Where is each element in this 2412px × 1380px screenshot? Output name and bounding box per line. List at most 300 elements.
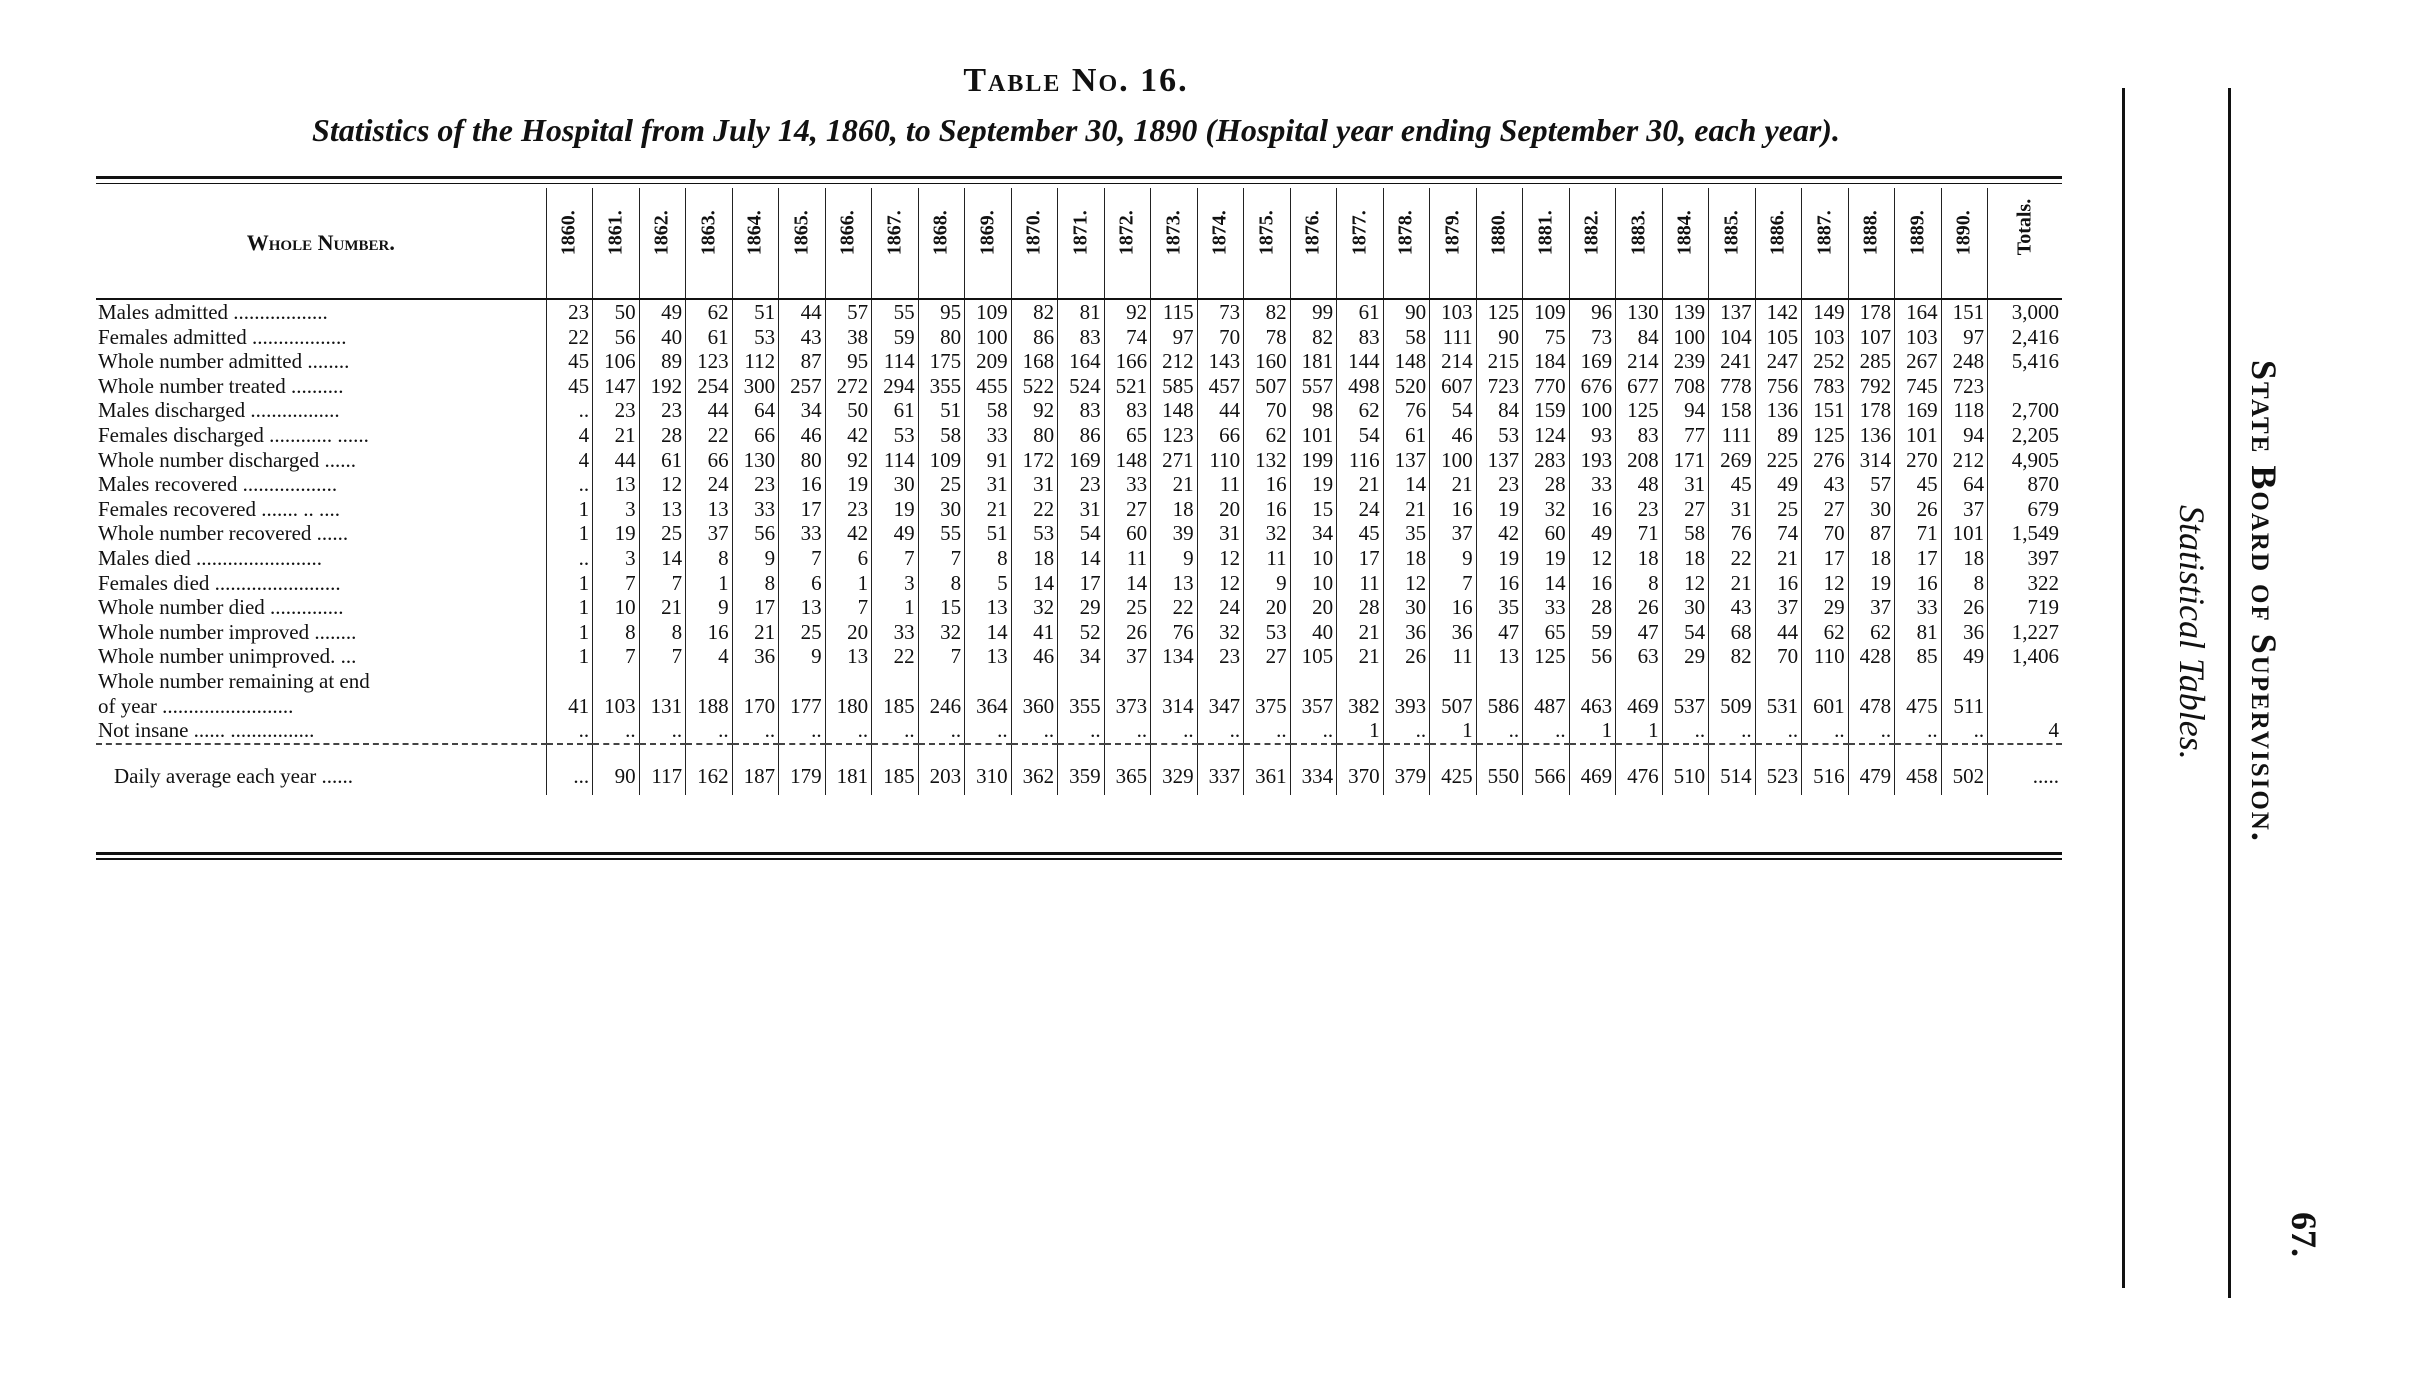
table-cell: 100 [965, 325, 1012, 350]
table-cell: 90 [1383, 299, 1430, 325]
table-cell: 9 [1430, 546, 1477, 571]
table-cell: 82 [1011, 299, 1058, 325]
table-cell: 1 [1430, 718, 1477, 744]
table-cell: 175 [918, 349, 965, 374]
column-header-label: 1866. [837, 210, 860, 256]
table-cell: 16 [779, 472, 826, 497]
separator-cell [1058, 744, 1105, 759]
table-cell: 53 [1244, 620, 1291, 645]
table-cell: 679 [1988, 497, 2062, 522]
table-cell: 32 [1244, 521, 1291, 546]
separator-cell [1244, 744, 1291, 759]
table-cell: 28 [1523, 472, 1570, 497]
table-cell: 397 [1988, 546, 2062, 571]
table-cell: 94 [1662, 398, 1709, 423]
table-cell: 98 [1290, 398, 1337, 423]
row-label: Males died ........................ [98, 545, 322, 570]
table-cell [825, 669, 872, 694]
table-cell: 40 [1290, 620, 1337, 645]
table-cell: 109 [1523, 299, 1570, 325]
table-cell: 193 [1569, 448, 1616, 473]
table-cell: 45 [1709, 472, 1756, 497]
separator-cell [1337, 744, 1384, 759]
table-cell: 36 [1383, 620, 1430, 645]
table-cell: 16 [1244, 497, 1291, 522]
table-cell: 314 [1848, 448, 1895, 473]
column-header [918, 188, 965, 299]
table-cell: 469 [1616, 694, 1663, 719]
column-header [1430, 188, 1477, 299]
table-cell: 23 [1058, 472, 1105, 497]
table-cell: 100 [1662, 325, 1709, 350]
table-cell: 247 [1755, 349, 1802, 374]
column-header-label: 1886. [1767, 210, 1790, 256]
table-cell: 21 [1337, 472, 1384, 497]
table-cell: 49 [1941, 644, 1988, 669]
table-cell: 61 [872, 398, 919, 423]
table-cell: 103 [1430, 299, 1477, 325]
table-cell: 97 [1151, 325, 1198, 350]
table-cell: 719 [1988, 595, 2062, 620]
table-cell: 31 [1058, 497, 1105, 522]
table-cell: 25 [779, 620, 826, 645]
table-cell: 1 [872, 595, 919, 620]
table-cell: 2,205 [1988, 423, 2062, 448]
table-cell: 96 [1569, 299, 1616, 325]
table-cell: 22 [1011, 497, 1058, 522]
table-cell: 1 [546, 521, 593, 546]
column-header [639, 188, 686, 299]
table-cell: 11 [1244, 546, 1291, 571]
table-cell: 170 [732, 694, 779, 719]
table-cell: 35 [1383, 521, 1430, 546]
separator-cell [1011, 744, 1058, 759]
daily-average-cell: ..... [1988, 759, 2062, 795]
table-cell: 14 [639, 546, 686, 571]
table-cell: 44 [593, 448, 640, 473]
table-cell: 164 [1058, 349, 1105, 374]
daily-average-cell: 334 [1290, 759, 1337, 795]
table-cell: 73 [1197, 299, 1244, 325]
table-cell: 21 [1709, 571, 1756, 596]
table-cell: 84 [1616, 325, 1663, 350]
table-cell: .. [1290, 718, 1337, 744]
table-cell: 8 [1941, 571, 1988, 596]
table-cell: 21 [1337, 620, 1384, 645]
table-cell [1244, 669, 1291, 694]
table-cell: 208 [1616, 448, 1663, 473]
table-cell: 32 [918, 620, 965, 645]
table-cell: 13 [825, 644, 872, 669]
table-cell: 300 [732, 374, 779, 399]
table-cell: 360 [1011, 694, 1058, 719]
table-cell: 90 [1476, 325, 1523, 350]
column-header-label: 1867. [883, 210, 906, 256]
table-cell: 248 [1941, 349, 1988, 374]
table-cell: 137 [1709, 299, 1756, 325]
table-cell: .. [872, 718, 919, 744]
table-cell: 44 [1755, 620, 1802, 645]
table-cell: 47 [1616, 620, 1663, 645]
table-cell: 49 [872, 521, 919, 546]
table-cell: 677 [1616, 374, 1663, 399]
daily-average-cell: 179 [779, 759, 826, 795]
table-cell: 1 [1337, 718, 1384, 744]
table-cell: 66 [732, 423, 779, 448]
table-cell [1197, 669, 1244, 694]
table-cell: 73 [1569, 325, 1616, 350]
table-cell: 70 [1802, 521, 1849, 546]
table-cell: 12 [1197, 571, 1244, 596]
column-header [1988, 188, 2062, 299]
table-cell: 37 [1755, 595, 1802, 620]
table-cell [1104, 669, 1151, 694]
table-cell: 86 [1011, 325, 1058, 350]
table-cell: 44 [1197, 398, 1244, 423]
row-label: Females admitted .................. [98, 324, 347, 349]
table-cell: 92 [1104, 299, 1151, 325]
table-cell: 84 [1476, 398, 1523, 423]
table-cell: 1,406 [1988, 644, 2062, 669]
table-row [96, 325, 2062, 350]
column-header-label: 1862. [651, 210, 674, 256]
table-cell: 1 [686, 571, 733, 596]
table-cell: 51 [918, 398, 965, 423]
table-cell: 1 [546, 644, 593, 669]
separator-cell [593, 744, 640, 759]
row-label: of year ......................... [98, 693, 294, 718]
column-header-label: 1884. [1674, 210, 1697, 256]
table-cell: 60 [1523, 521, 1570, 546]
table-cell: 3 [593, 546, 640, 571]
table-cell: 17 [1895, 546, 1942, 571]
table-cell: 51 [965, 521, 1012, 546]
table-cell: 1 [825, 571, 872, 596]
separator-cell [1197, 744, 1244, 759]
column-header [686, 188, 733, 299]
table-cell: 159 [1523, 398, 1570, 423]
daily-average-cell: 329 [1151, 759, 1198, 795]
table-cell: 355 [918, 374, 965, 399]
column-header-label: 1865. [790, 210, 813, 256]
table-cell: 8 [639, 620, 686, 645]
column-header-label: 1870. [1023, 210, 1046, 256]
table-cell: 103 [1802, 325, 1849, 350]
table-cell: 37 [1848, 595, 1895, 620]
table-cell: 252 [1802, 349, 1849, 374]
column-header-label: Totals. [2013, 198, 2036, 256]
table-cell: 116 [1337, 448, 1384, 473]
table-cell: 269 [1709, 448, 1756, 473]
table-cell: 61 [1337, 299, 1384, 325]
daily-average-cell: 362 [1011, 759, 1058, 795]
table-cell: 21 [965, 497, 1012, 522]
table-cell: 139 [1662, 299, 1709, 325]
table-cell: 531 [1755, 694, 1802, 719]
table-cell: 586 [1476, 694, 1523, 719]
table-cell: 239 [1662, 349, 1709, 374]
table-cell: 147 [593, 374, 640, 399]
table-cell: 314 [1151, 694, 1198, 719]
column-header-label: 1860. [558, 210, 581, 256]
table-cell: 18 [1848, 546, 1895, 571]
table-cell: 1 [546, 595, 593, 620]
table-cell: 137 [1476, 448, 1523, 473]
table-cell: 40 [639, 325, 686, 350]
side-vertical-rule-1 [2122, 88, 2125, 1288]
table-cell: 56 [1569, 644, 1616, 669]
separator-cell [1755, 744, 1802, 759]
table-cell [1290, 669, 1337, 694]
table-cell: 522 [1011, 374, 1058, 399]
table-cell: 89 [1755, 423, 1802, 448]
separator-cell [1941, 744, 1988, 759]
table-cell: 65 [1104, 423, 1151, 448]
table-cell: 85 [1895, 644, 1942, 669]
column-header [965, 188, 1012, 299]
column-header-label: 1881. [1534, 210, 1557, 256]
table-cell: .. [1709, 718, 1756, 744]
table-cell: 13 [965, 595, 1012, 620]
table-cell: 8 [1616, 571, 1663, 596]
column-header-label: 1868. [930, 210, 953, 256]
table-cell: 62 [686, 299, 733, 325]
table-cell [1011, 669, 1058, 694]
separator-cell [1616, 744, 1663, 759]
daily-average-cell: 365 [1104, 759, 1151, 795]
table-cell: 52 [1058, 620, 1105, 645]
column-header [779, 188, 826, 299]
table-cell: 355 [1058, 694, 1105, 719]
table-cell: 125 [1802, 423, 1849, 448]
column-header-label: 1887. [1813, 210, 1836, 256]
table-cell: 83 [1058, 325, 1105, 350]
table-cell: 37 [1104, 644, 1151, 669]
table-row [96, 571, 2062, 596]
table-cell: 2,700 [1988, 398, 2062, 423]
table-cell: 212 [1151, 349, 1198, 374]
table-cell: .. [1476, 718, 1523, 744]
table-cell: 76 [1151, 620, 1198, 645]
table-cell: 12 [1383, 571, 1430, 596]
row-label: Whole number unimproved. ... [98, 644, 357, 669]
table-cell: 171 [1662, 448, 1709, 473]
table-cell: 70 [1244, 398, 1291, 423]
table-cell: 54 [1058, 521, 1105, 546]
table-row [96, 669, 2062, 694]
table-cell: 80 [1011, 423, 1058, 448]
section-heading: Statistical Tables. [2172, 505, 2212, 760]
table-cell: 19 [825, 472, 872, 497]
table-cell: 169 [1058, 448, 1105, 473]
table-cell: 509 [1709, 694, 1756, 719]
table-cell: 33 [965, 423, 1012, 448]
table-cell: 64 [1941, 472, 1988, 497]
table-cell: .. [546, 472, 593, 497]
table-cell: 132 [1244, 448, 1291, 473]
table-cell: 62 [1802, 620, 1849, 645]
separator-cell [779, 744, 826, 759]
column-header [1058, 188, 1105, 299]
separator-cell [1430, 744, 1477, 759]
table-cell: .. [546, 398, 593, 423]
table-cell: 17 [1337, 546, 1384, 571]
table-cell: 33 [779, 521, 826, 546]
table-cell: 124 [1523, 423, 1570, 448]
table-cell: 160 [1244, 349, 1291, 374]
table-cell: 134 [1151, 644, 1198, 669]
table-cell: 13 [593, 472, 640, 497]
table-cell: 7 [779, 546, 826, 571]
column-header-label: 1876. [1302, 210, 1325, 256]
table-cell: 65 [1523, 620, 1570, 645]
daily-average-cell: 510 [1662, 759, 1709, 795]
table-cell: 17 [1058, 571, 1105, 596]
daily-average-cell: 516 [1802, 759, 1849, 795]
table-cell: .. [1244, 718, 1291, 744]
table-row [96, 718, 2062, 744]
table-cell: 50 [593, 299, 640, 325]
separator-cell [686, 744, 733, 759]
daily-average-label: Daily average each year ...... [114, 764, 354, 789]
table-cell: 24 [686, 472, 733, 497]
table-cell: 7 [639, 644, 686, 669]
table-cell: 110 [1197, 448, 1244, 473]
row-label: Males discharged ................. [98, 398, 340, 423]
table-cell: 4 [1988, 718, 2062, 744]
daily-average-cell: 359 [1058, 759, 1105, 795]
table-row [96, 497, 2062, 522]
table-cell: 524 [1058, 374, 1105, 399]
table-cell: 30 [1848, 497, 1895, 522]
column-header-label: 1877. [1348, 210, 1371, 256]
table-cell: 8 [918, 571, 965, 596]
table-cell: 322 [1988, 571, 2062, 596]
row-label: Whole number discharged ...... [98, 447, 356, 472]
table-cell: 42 [1476, 521, 1523, 546]
table-cell: 607 [1430, 374, 1477, 399]
table-cell: 520 [1383, 374, 1430, 399]
daily-average-cell: 361 [1244, 759, 1291, 795]
table-cell: 169 [1569, 349, 1616, 374]
table-cell: 22 [1709, 546, 1756, 571]
table-cell: 100 [1569, 398, 1616, 423]
table-cell: 25 [639, 521, 686, 546]
table-cell: 38 [825, 325, 872, 350]
table-cell: 285 [1848, 349, 1895, 374]
table-cell: 5 [965, 571, 1012, 596]
separator-cell [1151, 744, 1198, 759]
table-cell: 149 [1802, 299, 1849, 325]
table-cell: 267 [1895, 349, 1942, 374]
table-cell: 15 [1290, 497, 1337, 522]
table-cell: 101 [1290, 423, 1337, 448]
table-cell: 214 [1616, 349, 1663, 374]
table-cell: 22 [872, 644, 919, 669]
table-cell: 16 [1895, 571, 1942, 596]
separator-cell [965, 744, 1012, 759]
table-cell: 23 [1616, 497, 1663, 522]
table-cell: 8 [593, 620, 640, 645]
table-cell: 54 [1662, 620, 1709, 645]
table-cell: 35 [1476, 595, 1523, 620]
label-column-header: Whole Number. [96, 188, 546, 299]
table-cell: 20 [1197, 497, 1244, 522]
separator-cell [918, 744, 965, 759]
table-cell: 151 [1802, 398, 1849, 423]
table-cell: 151 [1941, 299, 1988, 325]
table-cell: 272 [825, 374, 872, 399]
table-cell: 10 [593, 595, 640, 620]
table-cell: 181 [1290, 349, 1337, 374]
column-header [1662, 188, 1709, 299]
table-cell: 53 [732, 325, 779, 350]
table-cell: 27 [1104, 497, 1151, 522]
table-cell: 8 [732, 571, 779, 596]
table-subtitle: Statistics of the Hospital from July 14, 1860, to September 30, 1890 (Hospital year ending September 30, each year). [312, 112, 1840, 148]
column-header-row [96, 188, 2062, 299]
table-cell: 70 [1197, 325, 1244, 350]
table-cell: 136 [1755, 398, 1802, 423]
table-cell: .. [546, 546, 593, 571]
table-cell: 26 [1383, 644, 1430, 669]
daily-average-cell: ... [546, 759, 593, 795]
table-cell: 20 [1244, 595, 1291, 620]
table-cell: 14 [1011, 571, 1058, 596]
column-header-label: 1882. [1581, 210, 1604, 256]
table-cell: 18 [1616, 546, 1663, 571]
table-cell [1941, 669, 1988, 694]
table-cell: 71 [1895, 521, 1942, 546]
table-cell: 209 [965, 349, 1012, 374]
table-cell: 9 [732, 546, 779, 571]
daily-average-cell: 566 [1523, 759, 1570, 795]
table-cell: 23 [639, 398, 686, 423]
table-cell: 41 [1011, 620, 1058, 645]
table-row [96, 448, 2062, 473]
table-cell: 9 [1151, 546, 1198, 571]
table-cell: 81 [1058, 299, 1105, 325]
table-cell: 37 [1430, 521, 1477, 546]
column-header [1802, 188, 1849, 299]
table-cell: 23 [825, 497, 872, 522]
table-row [96, 521, 2062, 546]
table-cell: 27 [1244, 644, 1291, 669]
table-cell: 105 [1290, 644, 1337, 669]
table-cell: 143 [1197, 349, 1244, 374]
table-cell: 21 [1755, 546, 1802, 571]
table-cell: 68 [1709, 620, 1756, 645]
table-cell: 601 [1802, 694, 1849, 719]
table-cell: 17 [732, 595, 779, 620]
table-cell: 144 [1337, 349, 1384, 374]
table-cell: 130 [1616, 299, 1663, 325]
table-cell: 131 [639, 694, 686, 719]
table-cell: 457 [1197, 374, 1244, 399]
row-label: Whole number remaining at end [98, 668, 370, 693]
table-cell: 62 [1848, 620, 1895, 645]
table-cell: 33 [1523, 595, 1570, 620]
table-cell: 498 [1337, 374, 1384, 399]
table-cell: 585 [1151, 374, 1198, 399]
table-cell: 6 [779, 571, 826, 596]
bottom-rule-thick [96, 852, 2062, 855]
table-cell: 30 [918, 497, 965, 522]
separator-cell [1569, 744, 1616, 759]
column-header-label: 1875. [1255, 210, 1278, 256]
table-cell: 21 [639, 595, 686, 620]
separator-cell [546, 744, 593, 759]
